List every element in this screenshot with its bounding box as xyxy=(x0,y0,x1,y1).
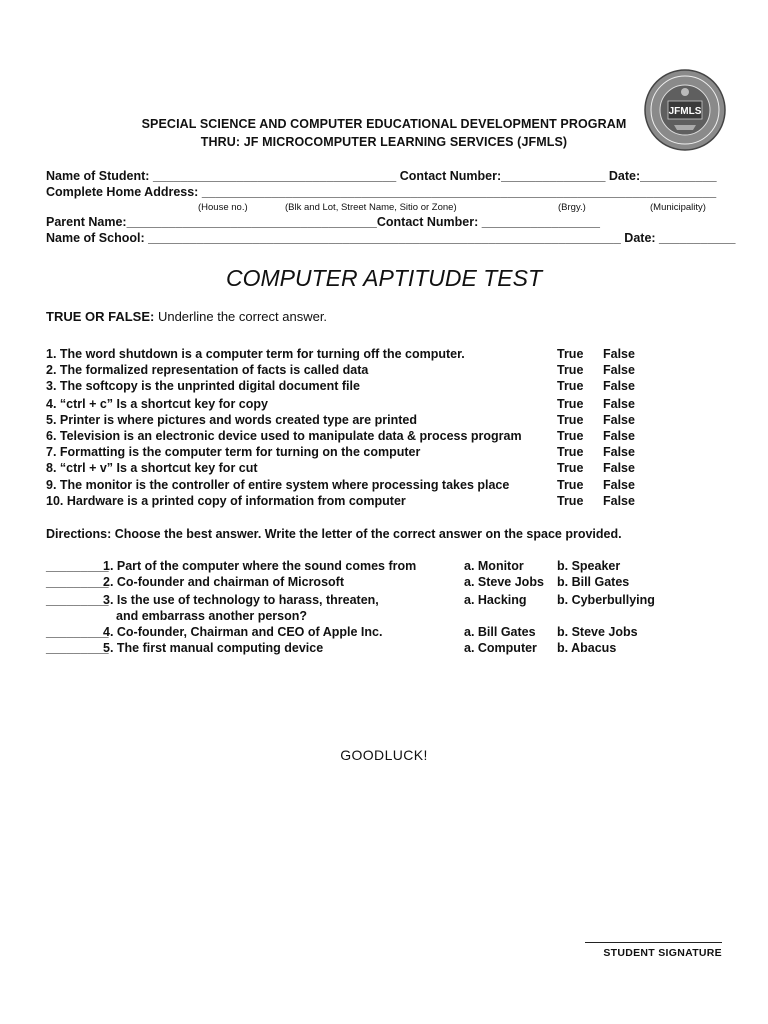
mc-choice-b-4: b. Steve Jobs xyxy=(557,625,638,639)
tf-question-3: 3. The softcopy is the unprinted digital document file xyxy=(46,379,360,393)
tf-option-true-3[interactable]: True xyxy=(557,379,584,393)
mc-answer-blank-4[interactable]: _________ xyxy=(46,625,109,639)
mc-question-3: 3. Is the use of technology to harass, threaten, xyxy=(103,593,379,607)
tf-option-true-6[interactable]: True xyxy=(557,429,584,443)
tf-option-true-1[interactable]: True xyxy=(557,347,584,361)
tf-question-2: 2. The formalized representation of facts is called data xyxy=(46,363,369,377)
mc-choice-b-1: b. Speaker xyxy=(557,559,621,573)
tf-question-1: 1. The word shutdown is a computer term for turning off the computer. xyxy=(46,347,465,361)
tf-option-true-8[interactable]: True xyxy=(557,461,584,475)
tf-question-5: 5. Printer is where pictures and words created type are printed xyxy=(46,413,417,427)
tf-option-false-5[interactable]: False xyxy=(603,413,635,427)
hint-municipality: (Municipality) xyxy=(650,202,706,213)
mc-answer-blank-5[interactable]: _________ xyxy=(46,641,109,655)
parent-name-row[interactable]: Parent Name:____________________________________Contact Number: _________________ xyxy=(46,215,600,229)
tf-option-false-3[interactable]: False xyxy=(603,379,635,393)
mc-choice-b-3: b. Cyberbullying xyxy=(557,593,655,607)
mc-choice-a-3: a. Hacking xyxy=(464,593,527,607)
tf-option-false-10[interactable]: False xyxy=(603,494,635,508)
tf-option-false-7[interactable]: False xyxy=(603,445,635,459)
mc-choice-b-5: b. Abacus xyxy=(557,641,617,655)
tf-option-false-6[interactable]: False xyxy=(603,429,635,443)
tf-option-false-9[interactable]: False xyxy=(603,478,635,492)
mc-question-5: 5. The first manual computing device xyxy=(103,641,324,655)
school-name-row[interactable]: Name of School: ____________________________________________________________________ Date: ___________ xyxy=(46,231,736,245)
program-title: SPECIAL SCIENCE AND COMPUTER EDUCATIONAL DEVELOPMENT PROGRAM xyxy=(141,117,627,131)
tf-instruction-text: Underline the correct answer. xyxy=(154,309,328,324)
tf-question-6: 6. Television is an electronic device used to manipulate data & process program xyxy=(46,429,522,443)
tf-option-false-8[interactable]: False xyxy=(603,461,635,475)
student-name-row[interactable]: Name of Student: ___________________________________ Contact Number:_______________ Date:___________ xyxy=(46,169,717,183)
tf-instruction-label: TRUE OR FALSE: xyxy=(46,309,155,324)
home-address-row[interactable]: Complete Home Address: __________________________________________________________________________ xyxy=(46,185,717,199)
mc-choice-b-2: b. Bill Gates xyxy=(557,575,630,589)
tf-question-7: 7. Formatting is the computer term for turning on the computer xyxy=(46,445,421,459)
goodluck-message: GOODLUCK! xyxy=(340,747,428,763)
tf-option-false-1[interactable]: False xyxy=(603,347,635,361)
mc-question-2: 2. Co-founder and chairman of Microsoft xyxy=(103,575,344,589)
seal-initials: JFMLS xyxy=(668,106,702,117)
tf-instruction xyxy=(46,309,327,324)
mc-answer-blank-1[interactable]: _________ xyxy=(46,559,109,573)
hint-street: (Blk and Lot, Street Name, Sitio or Zone) xyxy=(285,202,457,213)
mc-question-3-continuation: and embarrass another person? xyxy=(116,609,308,623)
program-subtitle: THRU: JF MICROCOMPUTER LEARNING SERVICES (JFMLS) xyxy=(200,135,568,149)
mc-choice-a-4: a. Bill Gates xyxy=(464,625,536,639)
hint-barangay: (Brgy.) xyxy=(558,202,586,213)
student-signature-label: STUDENT SIGNATURE xyxy=(603,947,722,959)
tf-question-4: 4. “ctrl + c” Is a shortcut key for copy xyxy=(46,397,268,411)
tf-option-true-2[interactable]: True xyxy=(557,363,584,377)
tf-option-true-5[interactable]: True xyxy=(557,413,584,427)
mc-choice-a-5: a. Computer xyxy=(464,641,537,655)
tf-option-false-2[interactable]: False xyxy=(603,363,635,377)
mc-question-4: 4. Co-founder, Chairman and CEO of Apple Inc. xyxy=(103,625,383,639)
mc-choice-a-1: a. Monitor xyxy=(464,559,524,573)
tf-option-true-7[interactable]: True xyxy=(557,445,584,459)
tf-option-true-4[interactable]: True xyxy=(557,397,584,411)
tf-question-8: 8. “ctrl + v” Is a shortcut key for cut xyxy=(46,461,258,475)
tf-option-true-10[interactable]: True xyxy=(557,494,584,508)
tf-option-false-4[interactable]: False xyxy=(603,397,635,411)
hint-house-no: (House no.) xyxy=(198,202,248,213)
tf-option-true-9[interactable]: True xyxy=(557,478,584,492)
mc-question-1: 1. Part of the computer where the sound comes from xyxy=(103,559,417,573)
mc-choice-a-2: a. Steve Jobs xyxy=(464,575,544,589)
mc-answer-blank-3[interactable]: _________ xyxy=(46,593,109,607)
test-title: COMPUTER APTITUDE TEST xyxy=(225,265,543,291)
mc-answer-blank-2[interactable]: _________ xyxy=(46,575,109,589)
signature-line[interactable] xyxy=(585,942,722,943)
mc-directions: Directions: Choose the best answer. Write the letter of the correct answer on the space provided. xyxy=(46,527,622,541)
tf-question-10: 10. Hardware is a printed copy of information from computer xyxy=(46,494,406,508)
tf-question-9: 9. The monitor is the controller of entire system where processing takes place xyxy=(46,478,510,492)
